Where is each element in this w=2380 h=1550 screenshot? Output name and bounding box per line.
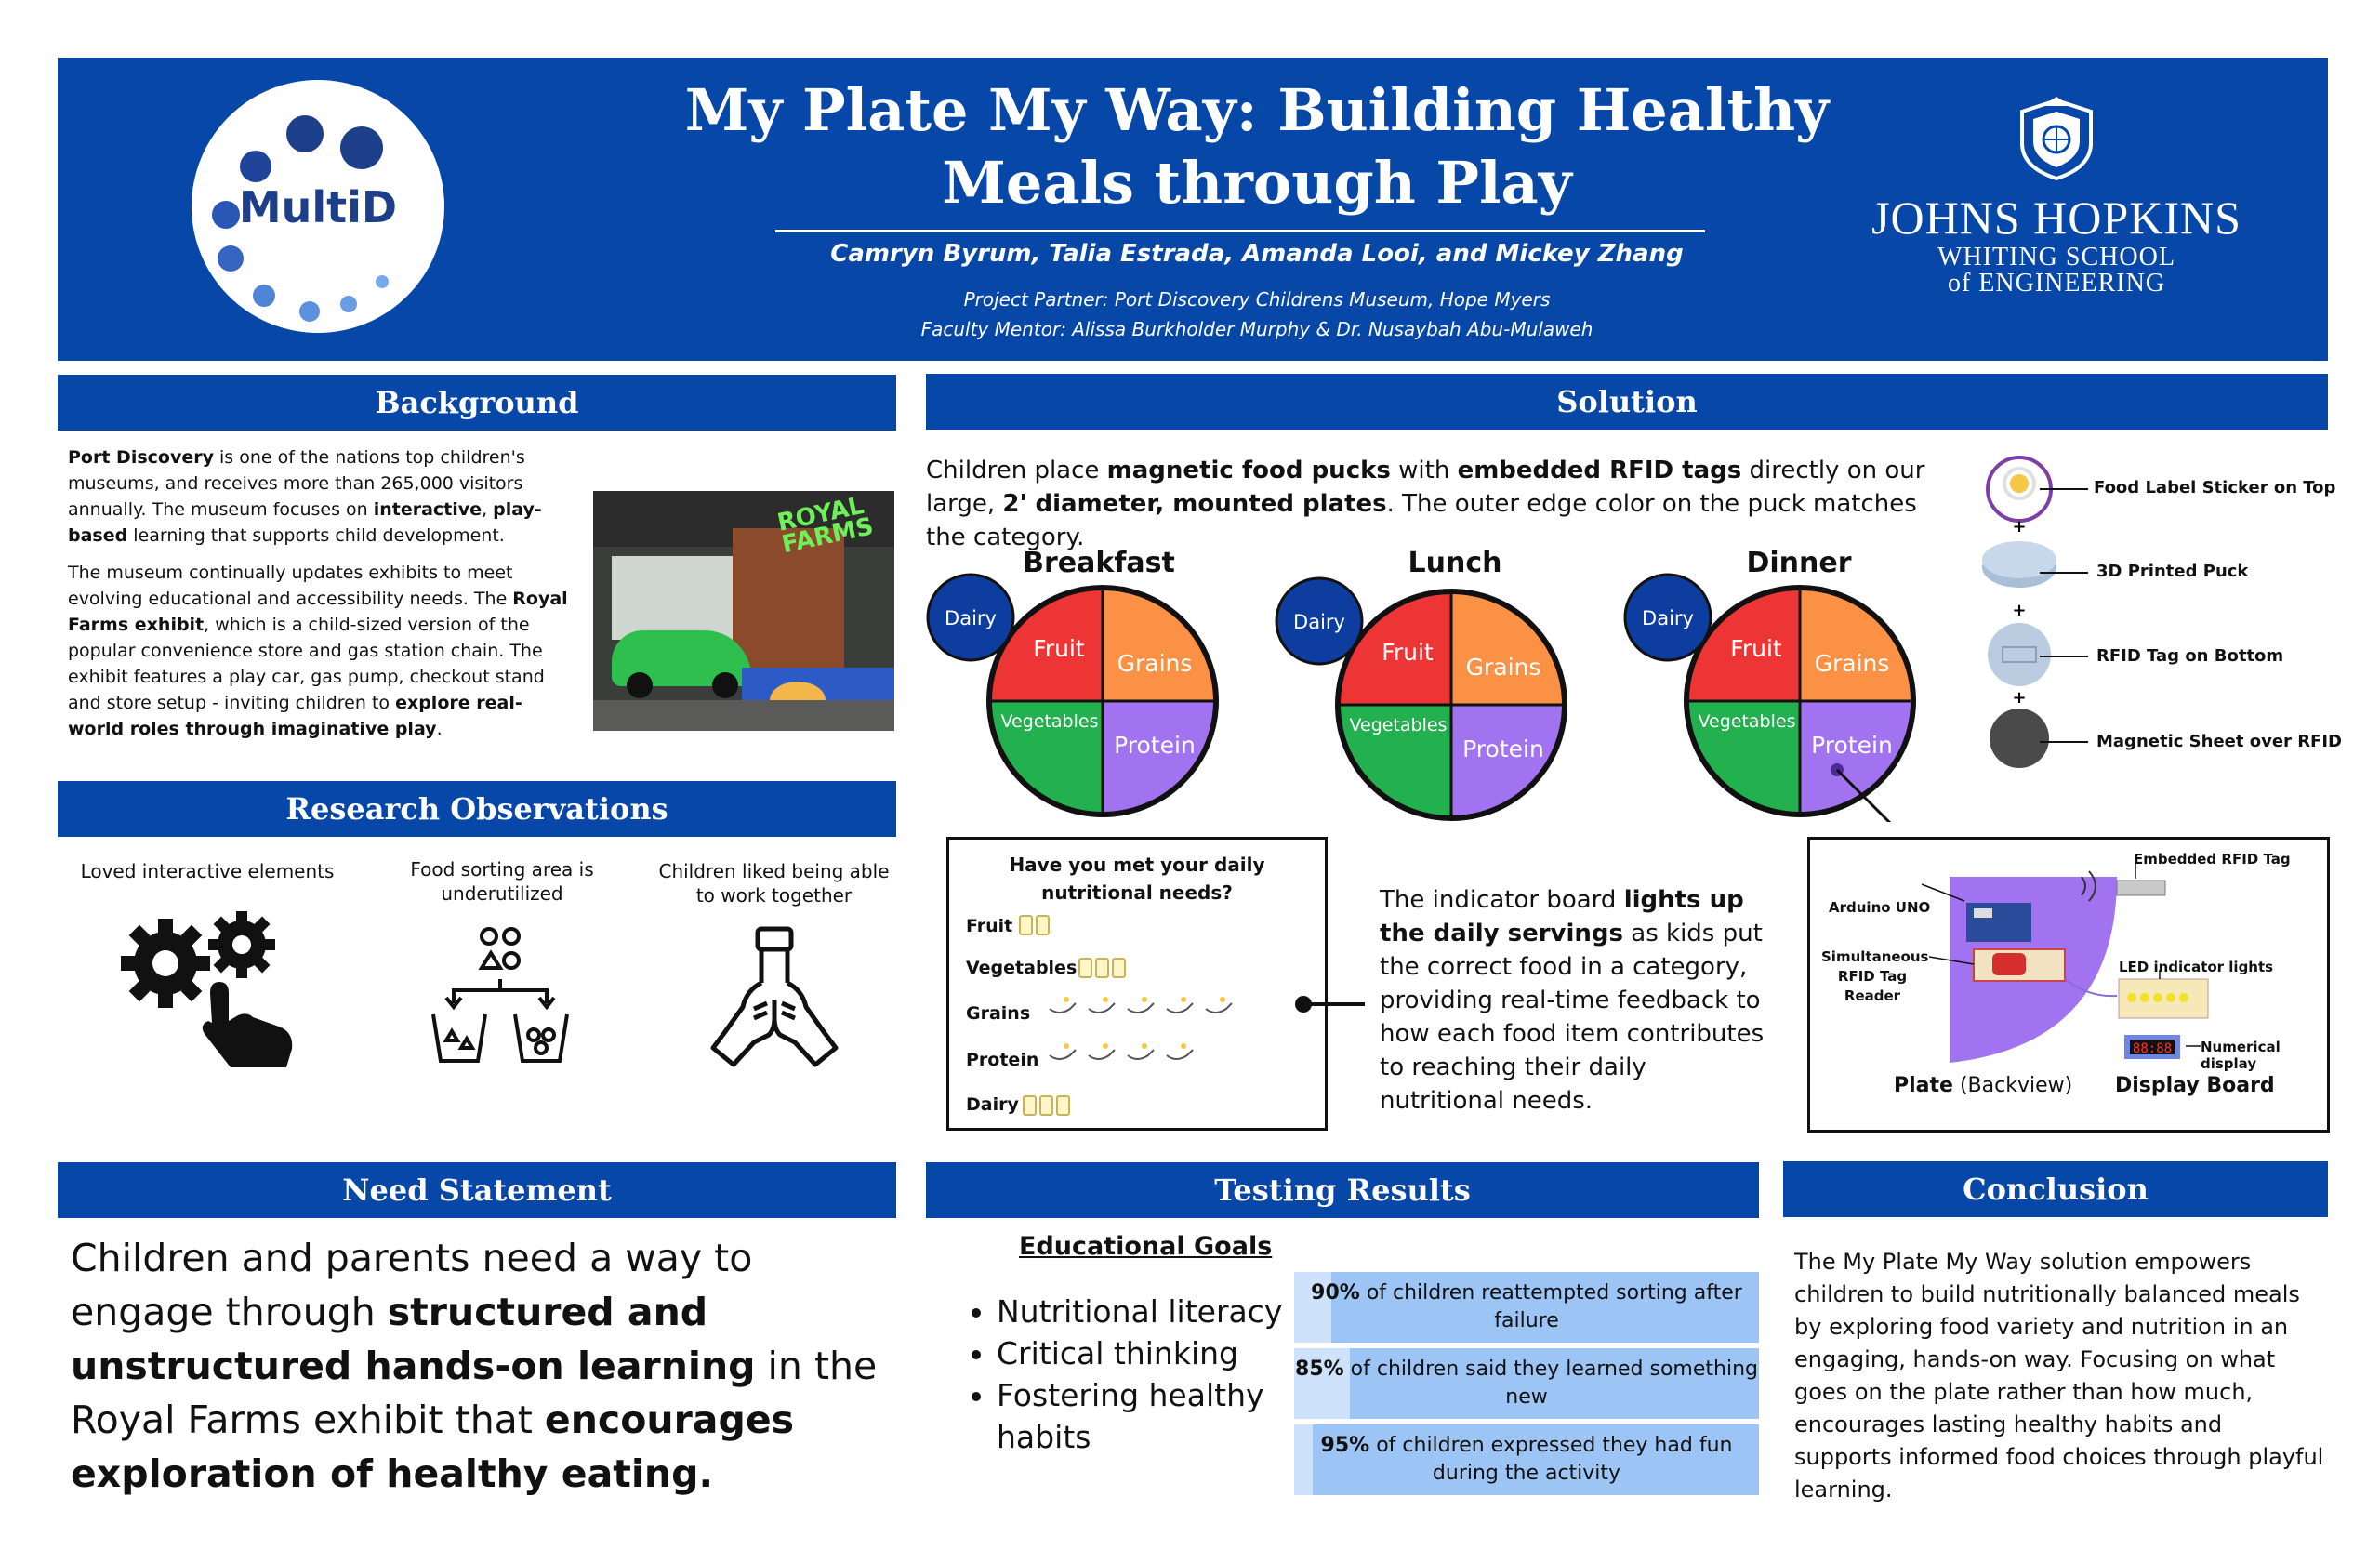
goal-item: • Nutritional literacy bbox=[997, 1291, 1287, 1332]
plate-breakfast bbox=[928, 575, 1216, 815]
text: is one of the nations top children's museums, and receives more than 265,000 visitors annually. The museum focuses on bbox=[68, 447, 525, 520]
indicator-row-label: Grains bbox=[966, 1003, 1031, 1024]
indicator-row-label: Protein bbox=[966, 1050, 1039, 1070]
indicator-row-label: Fruit bbox=[966, 916, 1013, 936]
bold-text: 2' diameter, mounted plates bbox=[1002, 490, 1387, 518]
fruit-label: Fruit bbox=[1033, 635, 1085, 662]
text: learning that supports child development. bbox=[127, 525, 505, 546]
logo-dot bbox=[253, 285, 275, 307]
display-board-caption: Display Board bbox=[2115, 1074, 2275, 1097]
research-heading: Research Observations bbox=[58, 781, 896, 837]
partner-info bbox=[653, 285, 1861, 344]
display-digits: 88:88 bbox=[2132, 1041, 2173, 1056]
conclusion-heading: Conclusion bbox=[1783, 1161, 2328, 1217]
vegetables-label: Vegetables bbox=[1000, 711, 1099, 732]
indicator-row-label: Dairy bbox=[966, 1094, 1019, 1115]
text: as kids put the correct food in a category, providing real-time feedback to how each food item contributes to reaching their daily nutritional needs. bbox=[1380, 920, 1765, 1115]
logo-dot bbox=[240, 151, 271, 182]
plus-sign: + bbox=[2012, 517, 2027, 537]
photo-sign: ROYAL FARMS bbox=[774, 491, 877, 560]
dairy-label: Dairy bbox=[1293, 611, 1345, 633]
solution-heading: Solution bbox=[926, 374, 2328, 430]
logo-dot bbox=[340, 296, 357, 312]
bold-text: explore real-world roles through imaginative play bbox=[68, 693, 522, 739]
result-bar bbox=[1294, 1272, 1759, 1343]
dairy-label: Dairy bbox=[945, 607, 997, 629]
need-statement-text bbox=[71, 1231, 889, 1501]
text: Children place bbox=[926, 457, 1107, 484]
testing-heading: Testing Results bbox=[926, 1162, 1759, 1218]
numerical-display-label: Numerical display bbox=[2201, 1039, 2281, 1072]
title-line-1: My Plate My Way: Building Healthy bbox=[684, 76, 1830, 144]
jhu-name: JOHNS HOPKINS bbox=[1871, 192, 2241, 244]
plate-title-breakfast: Breakfast bbox=[1023, 547, 1175, 579]
result-percent: 90% bbox=[1311, 1281, 1360, 1305]
text: . bbox=[436, 719, 443, 739]
bold-text: structured and unstructured hands-on learning bbox=[71, 1290, 756, 1388]
text: , bbox=[482, 499, 494, 520]
faculty-mentor: Faculty Mentor: Alissa Burkholder Murphy & Dr. Nusaybah Abu-Mulaweh bbox=[920, 318, 1593, 340]
bold-text: magnetic food pucks bbox=[1106, 457, 1391, 484]
jhu-shield-icon bbox=[2015, 95, 2098, 180]
logo-dot bbox=[286, 115, 324, 152]
result-text bbox=[1294, 1279, 1759, 1335]
title-divider bbox=[775, 230, 1705, 232]
sorting-icon bbox=[426, 925, 575, 1063]
result-bar bbox=[1294, 1424, 1759, 1495]
indicator-title: Have you met your daily nutritional needs? bbox=[1009, 854, 1265, 904]
observation-label: Children liked being able to work together bbox=[658, 860, 890, 907]
puck-pointer-lines bbox=[2036, 484, 2092, 753]
fruit-label: Fruit bbox=[1730, 635, 1782, 662]
logo-dot bbox=[218, 245, 244, 272]
text: Children and parents need a way to engage through bbox=[71, 1236, 753, 1334]
plate-lunch bbox=[1276, 578, 1565, 818]
goal-item: • Fostering healthy habits bbox=[997, 1374, 1287, 1458]
poster-title bbox=[653, 74, 1861, 219]
bold-text: interactive bbox=[373, 499, 483, 520]
observation-label: Loved interactive elements bbox=[80, 860, 335, 882]
result-percent: 85% bbox=[1295, 1358, 1344, 1381]
bold-text: lights up the daily servings bbox=[1380, 886, 1744, 947]
title-line-2: Meals through Play bbox=[942, 149, 1572, 217]
bold-text: Port Discovery bbox=[68, 447, 214, 468]
grains-label: Grains bbox=[1465, 654, 1541, 681]
protein-label: Protein bbox=[1114, 732, 1196, 759]
indicator-board bbox=[946, 837, 1328, 1131]
text: (Backview) bbox=[1952, 1074, 2073, 1097]
puck-label: RFID Tag on Bottom bbox=[2096, 646, 2284, 666]
fruit-label: Fruit bbox=[1382, 639, 1434, 666]
logo-dot bbox=[340, 126, 383, 169]
educational-goals-list bbox=[971, 1291, 1287, 1458]
indicator-description bbox=[1380, 883, 1770, 1118]
observation-label: Food sorting area is underutilized bbox=[410, 858, 594, 905]
jhu-logo bbox=[1843, 95, 2270, 297]
background-heading: Background bbox=[58, 375, 896, 431]
text: of children expressed they had fun during the activity bbox=[1369, 1434, 1733, 1485]
educational-goals-title: Educational Goals bbox=[1019, 1232, 1273, 1261]
rfid-reader-label: Simultaneous RFID Tag Reader bbox=[1821, 948, 1929, 1004]
plus-sign: + bbox=[2012, 688, 2027, 708]
bold-text: embedded RFID tags bbox=[1457, 457, 1742, 484]
protein-label: Protein bbox=[1462, 735, 1544, 762]
gears-hand-icon bbox=[121, 911, 298, 1069]
dairy-label: Dairy bbox=[1642, 607, 1694, 629]
royal-farms-photo bbox=[593, 491, 894, 731]
solution-intro bbox=[926, 454, 1939, 554]
text: . The outer edge color on the puck matches the category. bbox=[926, 490, 1917, 551]
logo-dot bbox=[376, 275, 389, 288]
puck-label: 3D Printed Puck bbox=[2096, 562, 2249, 581]
teamwork-hands-icon bbox=[709, 925, 840, 1069]
bold-text: encourages exploration of healthy eating. bbox=[71, 1398, 795, 1496]
text: The museum continually updates exhibits to meet evolving educational and accessibility needs. The bbox=[68, 563, 513, 609]
serving-icons bbox=[949, 840, 1325, 1128]
grains-label: Grains bbox=[1117, 650, 1193, 677]
plate-dinner bbox=[1625, 575, 1913, 822]
project-partner: Project Partner: Port Discovery Childrens Museum, Hope Myers bbox=[963, 288, 1551, 311]
result-percent: 95% bbox=[1320, 1434, 1370, 1457]
bold-text: Plate bbox=[1894, 1074, 1953, 1097]
background-paragraph-1 bbox=[68, 444, 577, 549]
jhu-engineering: of ENGINEERING bbox=[1947, 269, 2166, 298]
result-text bbox=[1294, 1356, 1759, 1411]
text: of children said they learned something new bbox=[1343, 1358, 1758, 1409]
grains-label: Grains bbox=[1814, 650, 1890, 677]
need-heading: Need Statement bbox=[58, 1162, 896, 1218]
plates-diagram bbox=[926, 571, 2320, 822]
multid-logo bbox=[192, 80, 444, 333]
electronics-diagram bbox=[1807, 837, 2330, 1133]
plus-sign: + bbox=[2012, 601, 2027, 620]
vegetables-label: Vegetables bbox=[1349, 715, 1448, 735]
logo-dot bbox=[299, 301, 320, 322]
indicator-row-label: Vegetables bbox=[966, 958, 1078, 978]
bold-text: play-based bbox=[68, 499, 542, 546]
logo-text: MultiD bbox=[238, 182, 398, 232]
puck-label: Magnetic Sheet over RFID bbox=[2096, 732, 2342, 751]
jhu-school: WHITING SCHOOL bbox=[1937, 243, 2175, 272]
text: in the Royal Farms exhibit that bbox=[71, 1344, 878, 1442]
goal-item: • Critical thinking bbox=[997, 1332, 1287, 1374]
authors: Camryn Byrum, Talia Estrada, Amanda Looi, and Mickey Zhang bbox=[830, 240, 1684, 268]
text: with bbox=[1390, 457, 1458, 484]
puck-label: Food Label Sticker on Top bbox=[2094, 478, 2336, 497]
text: , which is a child-sized version of the popular convenience store and gas station chain. The exhibit features a play car, gas pump, checkout stand and store setup - inviting children to bbox=[68, 615, 545, 713]
indicator-pointer bbox=[1292, 990, 1367, 1018]
bold-text: Royal Farms exhibit bbox=[68, 589, 568, 635]
result-text bbox=[1294, 1432, 1759, 1488]
plate-title-dinner: Dinner bbox=[1746, 547, 1852, 579]
protein-label: Protein bbox=[1811, 732, 1893, 759]
text: directly on our large, bbox=[926, 457, 1925, 518]
conclusion-text: The My Plate My Way solution empowers children to build nutritionally balanced meals by exploring food variety and nutrition in an engaging, hands-on way. Focusing on what goes on the plate rather than how much, encourages lasting healthy habits and supports informed food choices through playful learning. bbox=[1794, 1249, 2324, 1503]
background-text bbox=[68, 444, 577, 742]
background-paragraph-2 bbox=[68, 560, 577, 742]
text: of children reattempted sorting after failure bbox=[1359, 1281, 1742, 1332]
poster-header bbox=[58, 58, 2328, 361]
arduino-label: Arduino UNO bbox=[1829, 899, 1931, 916]
embedded-rfid-label: Embedded RFID Tag bbox=[2134, 851, 2291, 868]
result-bar bbox=[1294, 1348, 1759, 1419]
text: The indicator board bbox=[1380, 886, 1624, 914]
vegetables-label: Vegetables bbox=[1698, 711, 1796, 732]
led-label: LED indicator lights bbox=[2119, 959, 2274, 975]
plate-backview-caption bbox=[1894, 1074, 2072, 1097]
plate-title-lunch: Lunch bbox=[1408, 547, 1502, 579]
